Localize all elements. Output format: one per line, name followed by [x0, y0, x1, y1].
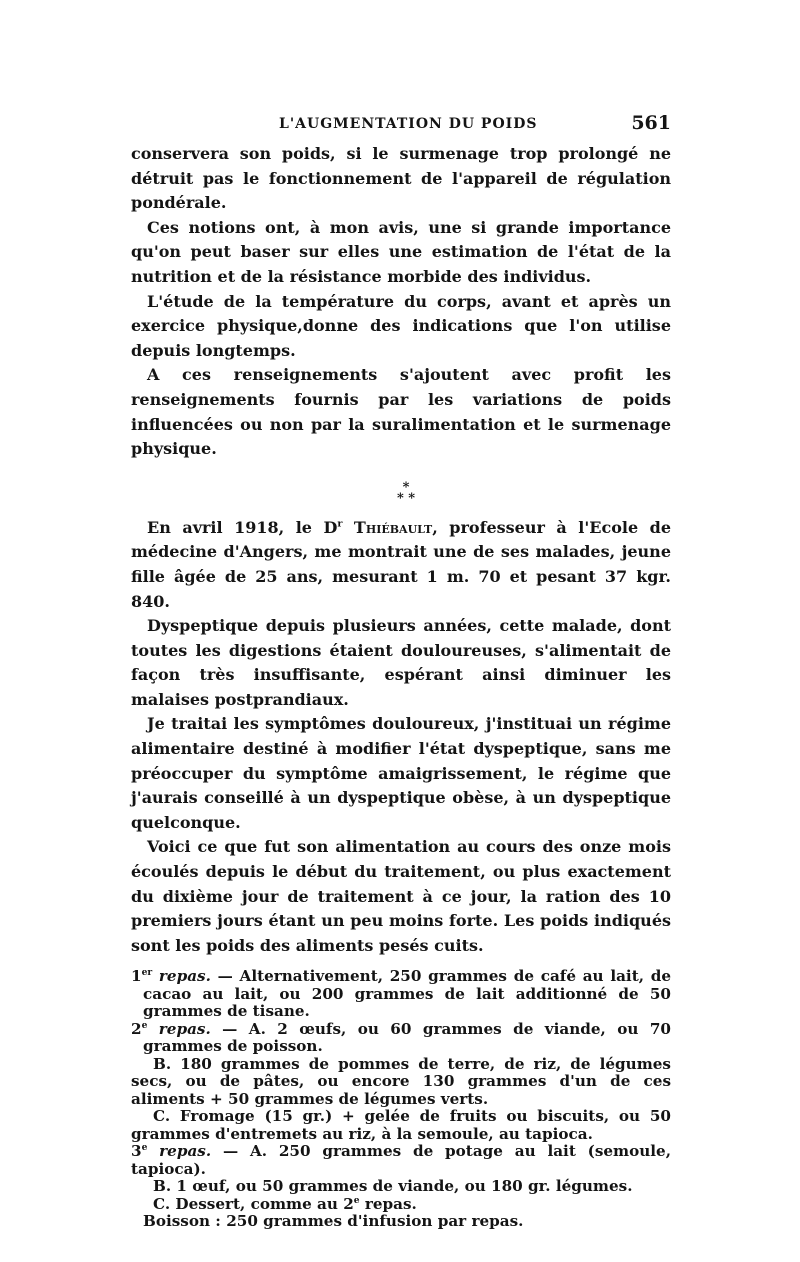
case-paragraph: Dyspeptique depuis plusieurs années, cette malade, dont toutes les digestions étaient douloureuses, s'alimentait de façon très insuffisante, espérant ainsi diminuer les malaises postprandiaux.: [131, 616, 671, 709]
meal-3-b: B. 1 œuf, ou 50 grammes de viande, ou 180 gr. légumes.: [153, 1177, 633, 1196]
asterism-bottom: * *: [396, 490, 416, 506]
asterism-top: *: [402, 479, 410, 495]
running-title: L'AUGMENTATION DU POIDS: [279, 116, 538, 132]
page-number: 561: [631, 112, 671, 134]
drink-line: Boisson : 250 grammes d'infusion par repas.: [143, 1212, 524, 1231]
case-paragraph: Voici ce que fut son alimentation au cours des onze mois écoulés depuis le début du traitement, ou plus exactement du dixième jour de traitement à ce jour, la ration des 10 premiers jours étant un peu moins forte. Les poids indiqués sont les poids des aliments pesés cuits.: [131, 837, 671, 955]
section-asterism: [131, 479, 671, 506]
paragraph: conservera son poids, si le surmenage trop prolongé ne détruit pas le fonctionnement de l'appareil de régulation pondérale.: [131, 144, 671, 213]
paragraph: Ces notions ont, à mon avis, une si grande importance qu'on peut baser sur elles une estimation de l'état de la nutrition et de la résistance morbide des individus.: [131, 217, 671, 286]
meal-2-b: B. 180 grammes de pommes de terre, de riz, de légumes secs, ou de pâtes, ou encore 130 grammes d'un de ces aliments + 50 grammes de légumes verts.: [131, 1054, 671, 1108]
case-paragraph: Je traitai les symptômes douloureux, j'instituai un régime alimentaire destiné à modifier l'état dyspeptique, sans me préoccuper du symptôme amaigrissement, le régime que j'aurais conseillé à un dyspeptique obèse, à un dyspeptique quelconque.: [131, 714, 671, 832]
meal-2: 2e repas. — A. 2 œufs, ou 60 grammes de viande, ou 70 grammes de poisson.: [131, 1019, 671, 1056]
paragraph: L'étude de la température du corps, avant et après un exercice physique,donne des indications que l'on utilise depuis longtemps.: [131, 291, 671, 360]
paragraph: A ces renseignements s'ajoutent avec profit les renseignements fournis par les variations de poids influencées ou non par la suralimentation et le surmenage physique.: [131, 365, 671, 459]
case-paragraph: En avril 1918, le $D^r$ Thiébault, professeur à l'Ecole de médecine d'Angers, me montrait une de ses malades, jeune fille âgée de 25 ans, mesurant 1 m. 70 et pesant 37 kgr. 840.: [131, 517, 671, 611]
author-name: Thiébault: [353, 517, 433, 537]
body-text: [131, 142, 671, 958]
page-header: [131, 112, 671, 142]
meal-3: 3e repas. — A. 250 grammes de potage au lait (semoule, tapioca).: [131, 1142, 672, 1178]
meal-1: 1er repas. — Alternativement, 250 grammes de café au lait, de cacao au lait, ou 200 grammes de lait additionné de 50 grammes de tisane.: [131, 967, 672, 1021]
meal-list: [131, 968, 671, 1231]
book-page: [131, 112, 671, 1231]
meal-3-c: C. Dessert, comme au 2e repas.: [153, 1194, 417, 1213]
meal-2-c: C. Fromage (15 gr.) + gelée de fruits ou biscuits, ou 50 grammes d'entremets au riz, à la semoule, au tapioca.: [131, 1107, 671, 1143]
